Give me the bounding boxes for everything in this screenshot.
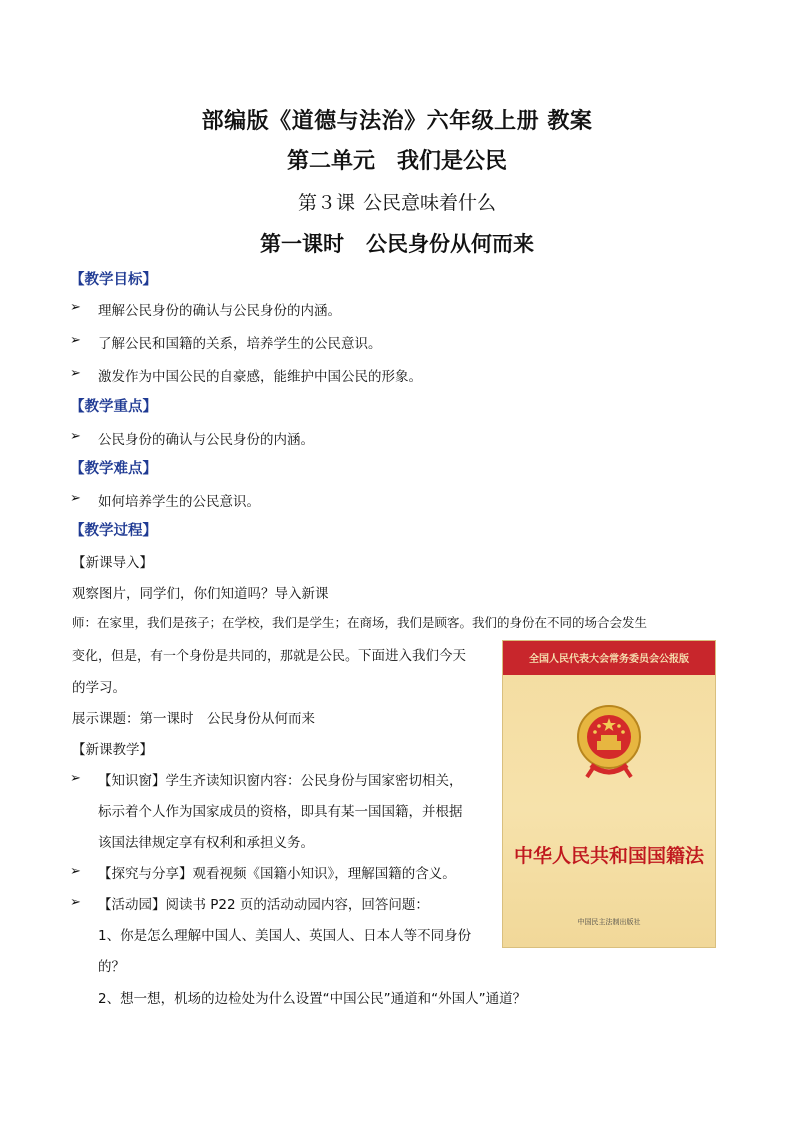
teacher-line-part: 下面进入我们今天 bbox=[358, 648, 467, 664]
key-heading: 【教学重点】 bbox=[70, 399, 157, 415]
teacher-line-part: 变化，但是，有一个身份是共同的，那就是公民。 bbox=[72, 649, 359, 664]
knowledge-line: 【知识窗】学生齐读知识窗内容：公民身份与国家密切相关， bbox=[98, 773, 463, 789]
activity-line: 【活动园】阅读书 P22 页的活动动园内容，回答问题： bbox=[98, 897, 429, 913]
topic-line: 展示课题：第一课时 公民身份从何而来 bbox=[72, 711, 315, 727]
period-name: 公民身份从何而来 bbox=[366, 231, 534, 256]
bullet-icon: ➢ bbox=[70, 491, 81, 506]
document-title: 部编版《道德与法治》六年级上册 教案 bbox=[201, 109, 593, 134]
goal-item: 理解公民身份的确认与公民身份的内涵。 bbox=[98, 303, 341, 319]
question-line: 1、你是怎么理解中国人、美国人、英国人、日本人等不同身份 bbox=[98, 928, 472, 944]
period-title bbox=[0, 228, 794, 258]
bullet-icon: ➢ bbox=[70, 864, 81, 879]
goal-item: 激发作为中国公民的自豪感，能维护中国公民的形象。 bbox=[98, 369, 422, 385]
difficulty-heading: 【教学难点】 bbox=[70, 461, 157, 477]
goals-heading: 【教学目标】 bbox=[70, 272, 157, 288]
cover-title: 中华人民共和国国籍法 bbox=[513, 845, 704, 867]
process-heading: 【教学过程】 bbox=[70, 523, 157, 539]
lesson-title bbox=[0, 188, 794, 215]
teacher-line: 的学习。 bbox=[72, 680, 126, 696]
difficulty-item: 如何培养学生的公民意识。 bbox=[98, 494, 260, 510]
unit-title bbox=[0, 144, 794, 175]
bullet-icon: ➢ bbox=[70, 300, 81, 315]
goal-item: 了解公民和国籍的关系，培养学生的公民意识。 bbox=[98, 336, 382, 352]
bullet-icon: ➢ bbox=[70, 366, 81, 381]
explore-line: 【探究与分享】观看视频《国籍小知识》，理解国籍的含义。 bbox=[98, 866, 456, 882]
lesson-name: 公民意味着什么 bbox=[363, 192, 497, 214]
lesson-number: 第３课 bbox=[297, 192, 355, 214]
teacher-line bbox=[72, 644, 466, 664]
intro-line: 观察图片，同学们，你们知道吗？导入新课 bbox=[72, 586, 329, 602]
national-emblem-icon bbox=[573, 701, 645, 781]
key-item: 公民身份的确认与公民身份的内涵。 bbox=[98, 432, 314, 448]
cover-publisher: 中国民主法制出版社 bbox=[577, 918, 641, 926]
new-lesson-label: 【新课教学】 bbox=[72, 742, 153, 758]
bullet-icon: ➢ bbox=[70, 429, 81, 444]
question-line: 的？ bbox=[98, 959, 125, 975]
nationality-law-book-image bbox=[502, 640, 716, 948]
question-line: 2、想一想，机场的边检处为什么设置“中国公民”通道和“外国人”通道？ bbox=[98, 991, 527, 1007]
bullet-icon: ➢ bbox=[70, 771, 81, 786]
bullet-icon: ➢ bbox=[70, 333, 81, 348]
cover-band-text: 全国人民代表大会常务委员会公报版 bbox=[529, 654, 689, 665]
knowledge-line: 该国法律规定享有权利和承担义务。 bbox=[98, 835, 314, 851]
period-number: 第一课时 bbox=[260, 231, 344, 256]
teacher-line: 师：在家里，我们是孩子；在学校，我们是学生；在商场，我们是顾客。我们的身份在不同的场合会发生 bbox=[72, 615, 648, 630]
unit-name: 我们是公民 bbox=[397, 149, 508, 174]
knowledge-line: 标示着个人作为国家成员的资格，即具有某一国国籍，并根据 bbox=[98, 804, 463, 820]
bullet-icon: ➢ bbox=[70, 895, 81, 910]
intro-label: 【新课导入】 bbox=[72, 555, 153, 571]
unit-number: 第二单元 bbox=[286, 149, 375, 174]
